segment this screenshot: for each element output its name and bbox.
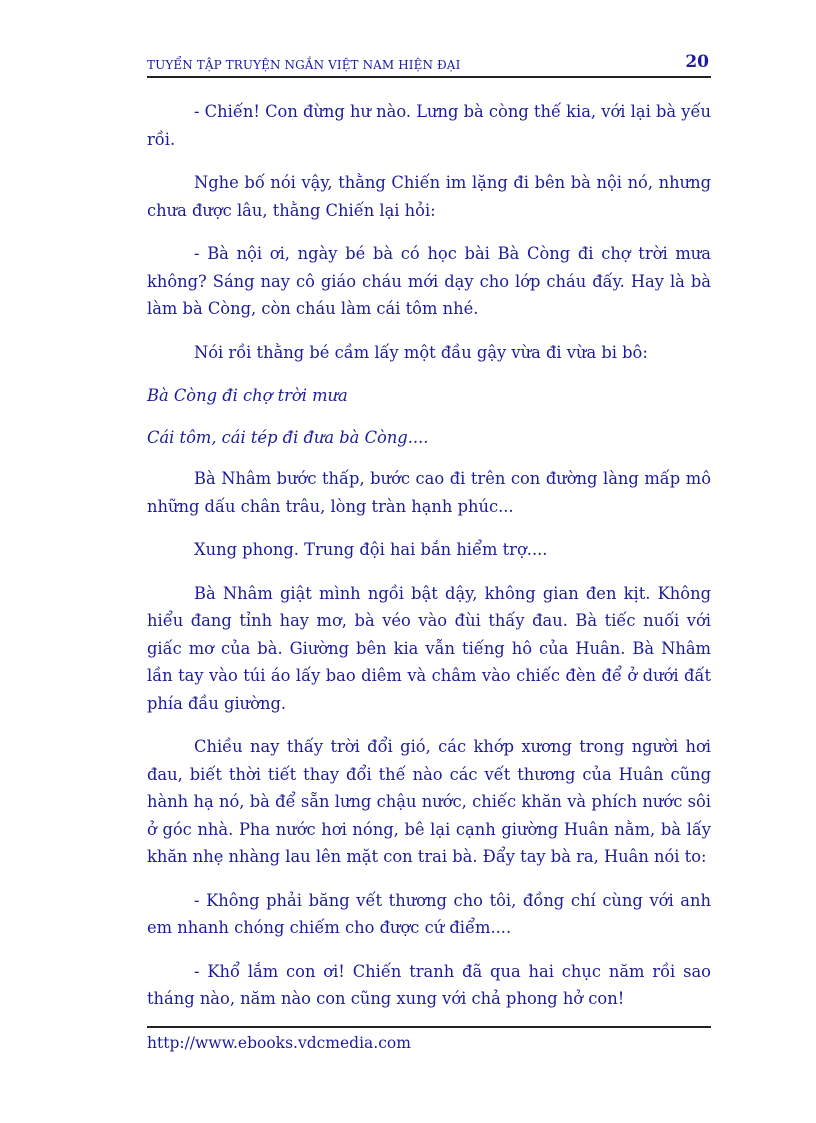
page-header xyxy=(147,52,711,76)
paragraph: Nghe bố nói vậy, thằng Chiến im lặng đi bên bà nội nó, nhưng chưa được lâu, thằng Chiến lại hỏi: xyxy=(147,173,711,220)
paragraph: - Không phải băng vết thương cho tôi, đồng chí cùng với anh em nhanh chóng chiếm cho được cứ điểm.... xyxy=(147,890,711,937)
paragraph: - Khổ lắm con ơi! Chiến tranh đã qua hai chục năm rồi sao tháng nào, năm nào con cũng xung với chả phong hở con! xyxy=(147,961,711,1008)
paragraph: Bà Nhâm bước thấp, bước cao đi trên con đường làng mấp mô những dấu chân trâu, lòng tràn hạnh phúc... xyxy=(147,469,711,516)
footer-divider xyxy=(147,1026,711,1028)
document-page xyxy=(147,0,711,1123)
paragraph: - Chiến! Con đừng hư nào. Lưng bà còng thế kia, với lại bà yếu rồi. xyxy=(147,102,711,149)
paragraph: Chiều nay thấy trời đổi gió, các khớp xương trong người hơi đau, biết thời tiết thay đổi thế nào các vết thương của Huân cũng hành hạ nó, bà để sẵn lưng chậu nước, chiếc khăn và phích nước sôi ở góc nhà. Pha nước hơi nóng, bê lại cạnh giường Huân nằm, bà lấy khăn nhẹ nhàng lau lên mặt con trai bà. Đẩy tay bà ra, Huân nói to: xyxy=(147,737,711,866)
paragraph: Xung phong. Trung đội hai bắn hiểm trợ.... xyxy=(194,540,548,559)
header-divider xyxy=(147,76,711,78)
verse-line: Cái tôm, cái tép đi đưa bà Còng.... xyxy=(147,427,429,447)
footer-link[interactable]: http://www.ebooks.vdcmedia.com xyxy=(147,1034,411,1052)
story-text xyxy=(147,98,711,1029)
page-number: 20 xyxy=(685,52,709,72)
book-title: TUYỂN TẬP TRUYỆN NGẮN VIỆT NAM HIỆN ĐẠI xyxy=(147,58,461,72)
paragraph: - Bà nội ơi, ngày bé bà có học bài Bà Còng đi chợ trời mưa không? Sáng nay cô giáo cháu mới dạy cho lớp cháu đấy. Hay là bà làm bà Còng, còn cháu làm cái tôm nhé. xyxy=(147,244,711,318)
paragraph: Nói rồi thằng bé cầm lấy một đầu gậy vừa đi vừa bi bô: xyxy=(194,342,648,362)
paragraph: Bà Nhâm giật mình ngồi bật dậy, không gian đen kịt. Không hiểu đang tỉnh hay mơ, bà véo vào đùi thấy đau. Bà tiếc nuối với giấc mơ của bà. Giường bên kia vẫn tiếng hô của Huân. Bà Nhâm lần tay vào túi áo lấy bao diêm và châm vào chiếc đèn để ở dưới đất phía đầu giường. xyxy=(147,583,711,713)
verse-line: Bà Còng đi chợ trời mưa xyxy=(147,386,348,405)
